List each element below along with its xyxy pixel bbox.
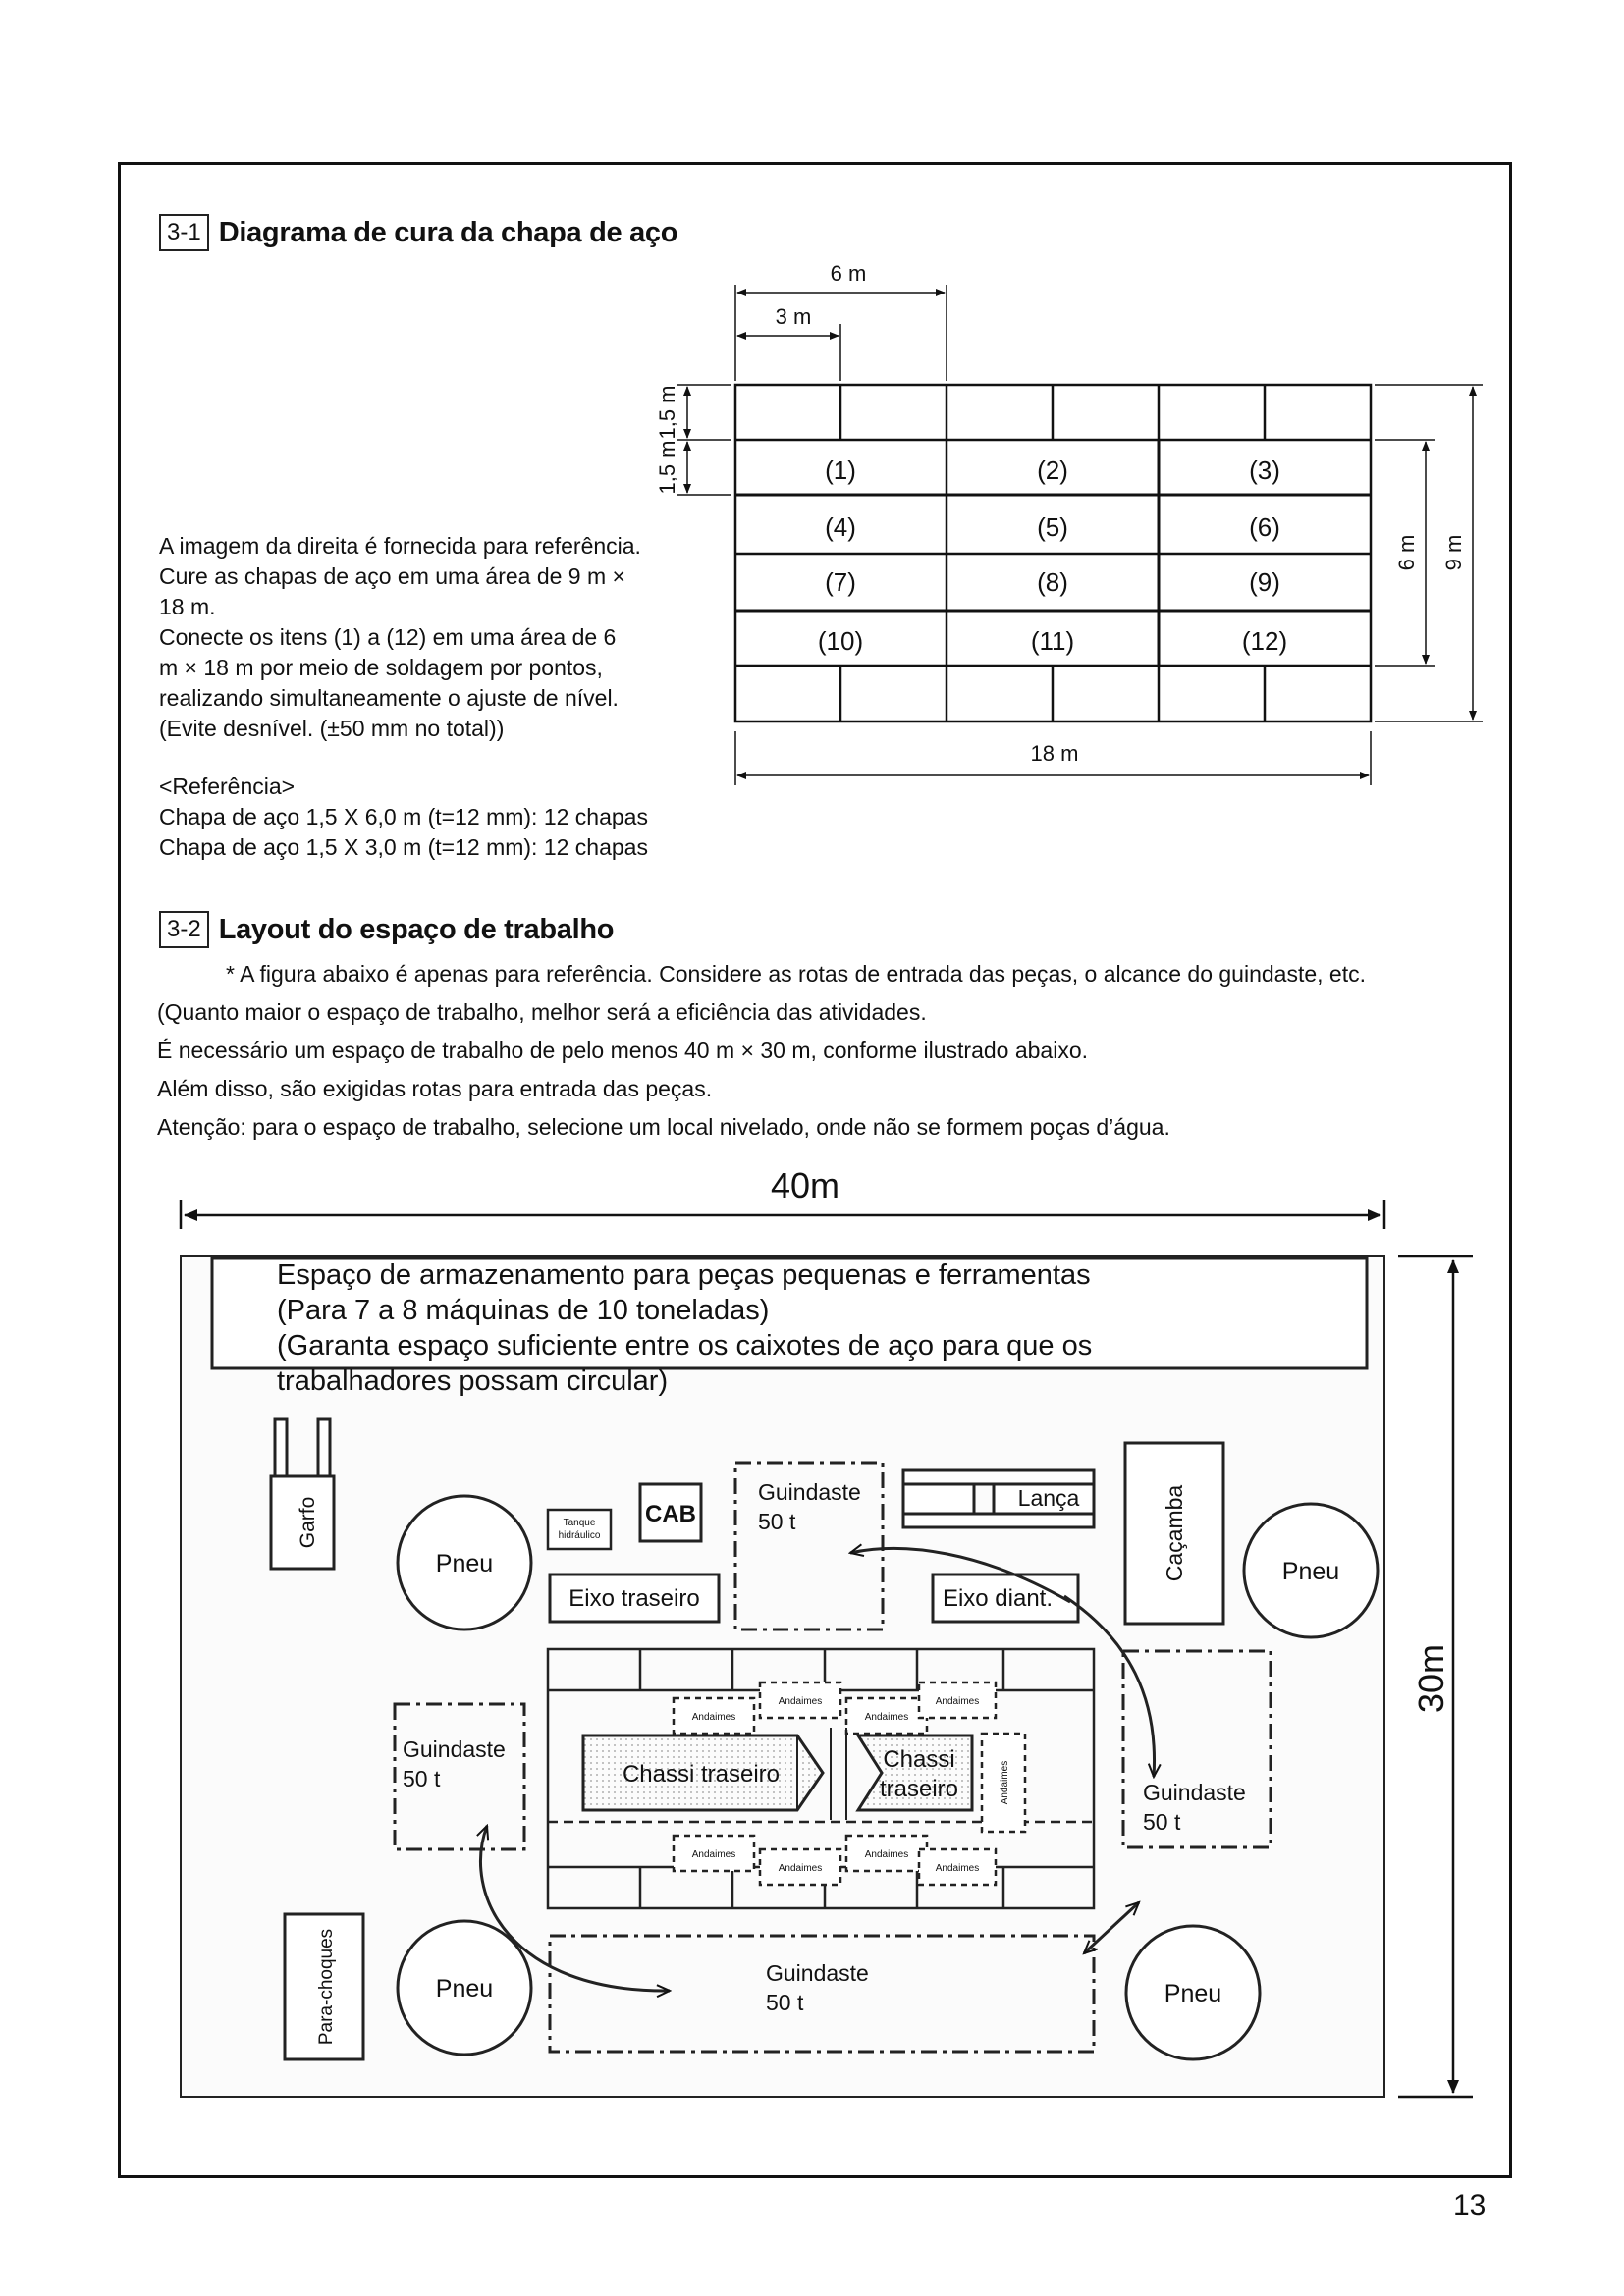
rear-chassis-label: Chassi traseiro: [622, 1761, 781, 1788]
rear-chassis-label: traseiro: [879, 1776, 959, 1802]
section-number: 3-2: [159, 911, 209, 948]
plate-label: (3): [1249, 455, 1280, 485]
crane-capacity: 50 t: [403, 1766, 441, 1791]
workspace-notes: * A figura abaixo é apenas para referência. Considere as rotas de entrada das peças, o alcance do guindaste, etc. (Quanto maior o espaço de trabalho, melhor será a eficiência das atividades. É necessário um espaço de trabalho de pelo menos 40 m × 30 m, conforme ilustrado abaixo. Além disso, são exigidas rotas para entrada das peças. Atenção: para o espaço de trabalho, selecione um local nivelado, onde não se formem poças d’água.: [157, 961, 1366, 1140]
reference-list: <Referência> Chapa de aço 1,5 X 6,0 m (t=12 mm): 12 chapas Chapa de aço 1,5 X 3,0 m (t=12 mm): 12 chapas: [159, 774, 648, 860]
crane-capacity: 50 t: [1143, 1809, 1181, 1835]
section-title: Layout do espaço de trabalho: [218, 913, 615, 945]
boom-label: Lança: [1017, 1485, 1080, 1511]
scaffold-label: Andaimes: [691, 1712, 736, 1723]
crane-label: Guindaste: [1143, 1780, 1246, 1805]
plate-label: (8): [1037, 567, 1068, 597]
crane-label: Guindaste: [766, 1960, 869, 1986]
tire-label: Pneu: [435, 1975, 494, 2002]
curing-description: A imagem da direita é fornecida para referência. Cure as chapas de aço em uma área de 9 m × 18 m. Conecte os itens (1) a (12) em uma área de 6 m × 18 m por meio de soldagem por pontos, realizando simultaneamente o ajuste de nível. (Evite desnível. (±50 mm no total)): [159, 533, 641, 741]
scaffold-label: Andaimes: [864, 1849, 909, 1860]
crane-capacity: 50 t: [758, 1509, 796, 1534]
rear-axle-label: Eixo traseiro: [568, 1585, 700, 1612]
scaffold-label: Andaimes: [778, 1863, 823, 1874]
storage-line: trabalhadores possam circular): [277, 1365, 669, 1397]
front-axle-label: Eixo diant.: [942, 1585, 1054, 1612]
crane-label: Guindaste: [758, 1479, 861, 1505]
dim-6m-label: 6 m: [830, 261, 867, 286]
dim-9m-side-label: 9 m: [1441, 534, 1466, 571]
garfo-label: Garfo: [297, 1496, 319, 1549]
storage-line: Espaço de armazenamento para peças pequenas e ferramentas: [277, 1259, 1091, 1291]
plate-label: (4): [825, 512, 856, 542]
crane-label: Guindaste: [403, 1736, 506, 1762]
storage-line: (Para 7 a 8 máquinas de 10 toneladas): [277, 1295, 770, 1326]
page-number: 13: [1453, 2189, 1487, 2221]
dim-1-5m-label: 1,5 m: [655, 440, 679, 495]
plate-label: (10): [817, 626, 864, 656]
height-30m-label: 30m: [1411, 1643, 1451, 1714]
bumper-label: Para-choques: [316, 1928, 337, 2046]
dim-18m-label: 18 m: [1030, 741, 1079, 766]
scaffold-label: Andaimes: [935, 1696, 980, 1707]
tire-label: Pneu: [1164, 1980, 1222, 2007]
plate-label: (9): [1249, 567, 1280, 597]
tire-label: Pneu: [1281, 1558, 1340, 1585]
plate-label: (7): [825, 567, 856, 597]
scaffold-label: Andaimes: [1000, 1760, 1010, 1805]
tank-label: hidráulico: [558, 1530, 601, 1541]
plate-label: (2): [1037, 455, 1068, 485]
cab-label: CAB: [645, 1501, 696, 1527]
tire-label: Pneu: [435, 1550, 494, 1577]
width-40m-label: 40m: [770, 1165, 840, 1205]
plate-label: (6): [1249, 512, 1280, 542]
scaffold-label: Andaimes: [935, 1863, 980, 1874]
plate-label: (1): [825, 455, 856, 485]
section-3-2-heading: [159, 911, 614, 948]
scaffold-label: Andaimes: [778, 1696, 823, 1707]
dim-3m-label: 3 m: [775, 304, 812, 329]
bucket-label: Caçamba: [1162, 1484, 1187, 1582]
storage-line: (Garanta espaço suficiente entre os caixotes de aço para que os: [277, 1330, 1093, 1362]
section-title: Diagrama de cura da chapa de aço: [218, 216, 678, 248]
scaffold-label: Andaimes: [864, 1712, 909, 1723]
steel-plate-diagram: [0, 0, 1624, 883]
plate-label: (5): [1037, 512, 1068, 542]
tank-label: Tanque: [563, 1518, 596, 1528]
scaffold-label: Andaimes: [691, 1849, 736, 1860]
rear-chassis-label: Chassi: [883, 1746, 955, 1773]
dim-1-5m-label: 1,5 m: [655, 385, 679, 440]
crane-capacity: 50 t: [766, 1990, 804, 2015]
plate-label: (11): [1030, 626, 1075, 656]
section-number: 3-1: [159, 214, 209, 251]
hydraulic-tank: [548, 1510, 611, 1549]
dim-6m-side-label: 6 m: [1394, 534, 1419, 571]
plate-label: (12): [1241, 626, 1288, 656]
workspace-layout-diagram: [0, 1148, 1624, 2130]
